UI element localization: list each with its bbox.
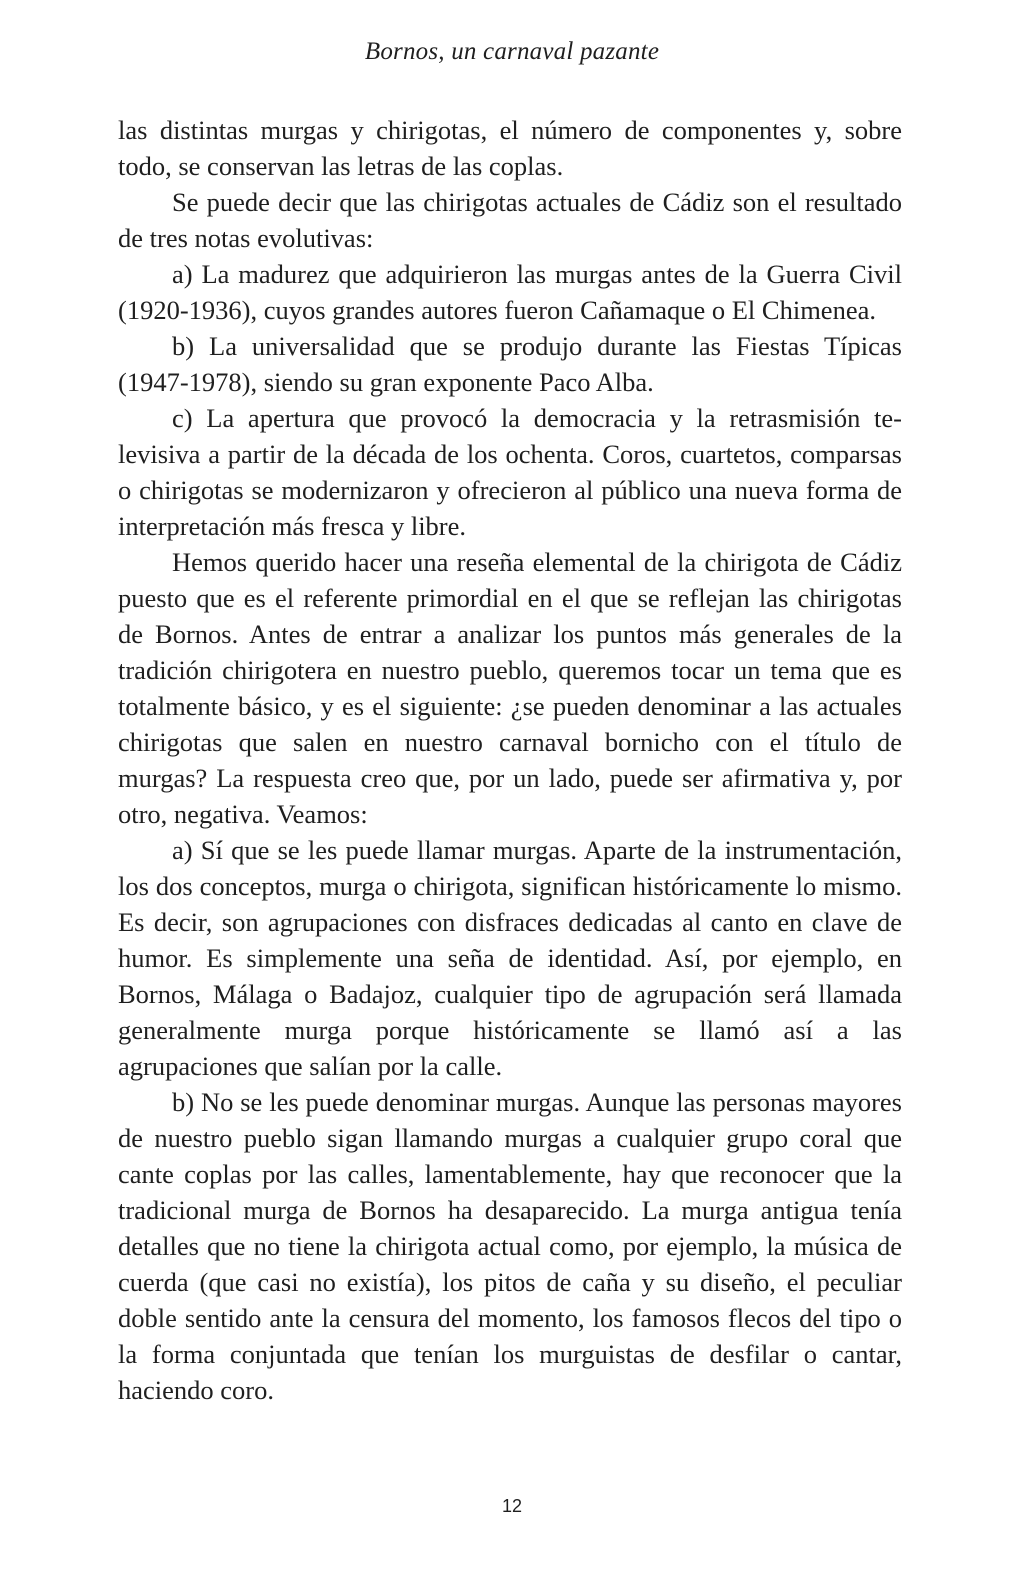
- paragraph-continuation: las distintas murgas y chirigotas, el número de componentes y, sobre todo, se conservan las letras de las coplas.: [118, 115, 902, 181]
- list-item-paragraph: b) No se les puede denominar murgas. Aunque las personas mayores de nuestro pueblo sigan llamando murgas a cualquier grupo coral que cante coplas por las calles, lamentablemente, hay que reconocer que la tradicional murga de Bornos ha desaparecido. La murga antigua tenía detalles que no tiene la chirigota actual como, por ejemplo, la música de cuerda (que casi no existía), los pitos de caña y su diseño, el peculiar doble sentido ante la censura del momento, los famosos flecos del tipo o la forma conjuntada que tenían los murguistas de desfilar o cantar, haciendo coro.: [118, 1087, 902, 1405]
- list-item-paragraph: a) La madurez que adquirieron las murgas antes de la Guerra Civil (1920-1936), cuyos grandes autores fueron Cañamaque o El Chimenea.: [118, 259, 902, 325]
- list-item-paragraph: a) Sí que se les puede llamar murgas. Aparte de la instrumentación, los dos conceptos, murga o chirigota, significan históricamente lo mismo. Es decir, son agrupaciones con disfraces dedicadas al canto en clave de humor. Es simplemente una seña de identidad. Así, por ejemplo, en Bornos, Málaga o Badajoz, cualquier tipo de agrupación será llamada generalmente murga porque históricamente se llamó así a las agrupaciones que salían por la calle.: [118, 835, 902, 1081]
- list-item-paragraph: c) La apertura que provocó la democracia y la retrasmisión televisiva a partir de la década de los ochenta. Coros, cuartetos, comparsas o chirigotas se modernizaron y ofrecieron al público una nueva forma de interpretación más fresca y libre.: [118, 403, 902, 541]
- paragraph: Se puede decir que las chirigotas actuales de Cádiz son el resultado de tres notas evolutivas:: [118, 187, 902, 253]
- list-item-paragraph: b) La universalidad que se produjo durante las Fiestas Típicas (1947-1978), siendo su gran exponente Paco Alba.: [118, 331, 902, 397]
- running-header: Bornos, un carnaval pazante: [364, 38, 660, 65]
- paragraph: Hemos querido hacer una reseña elemental de la chirigota de Cádiz puesto que es el referente primordial en el que se reflejan las chirigotas de Bornos. Antes de entrar a analizar los puntos más generales de la tradición chirigotera en nuestro pueblo, queremos tocar un tema que es totalmente básico, y es el siguiente: ¿se pueden denominar a las actuales chirigotas que salen en nuestro carnaval bornicho con el título de murgas? La respuesta creo que, por un lado, puede ser afirmativa y, por otro, negativa. Veamos:: [118, 547, 902, 829]
- body-text: [118, 112, 902, 1408]
- page-number: 12: [501, 1496, 523, 1516]
